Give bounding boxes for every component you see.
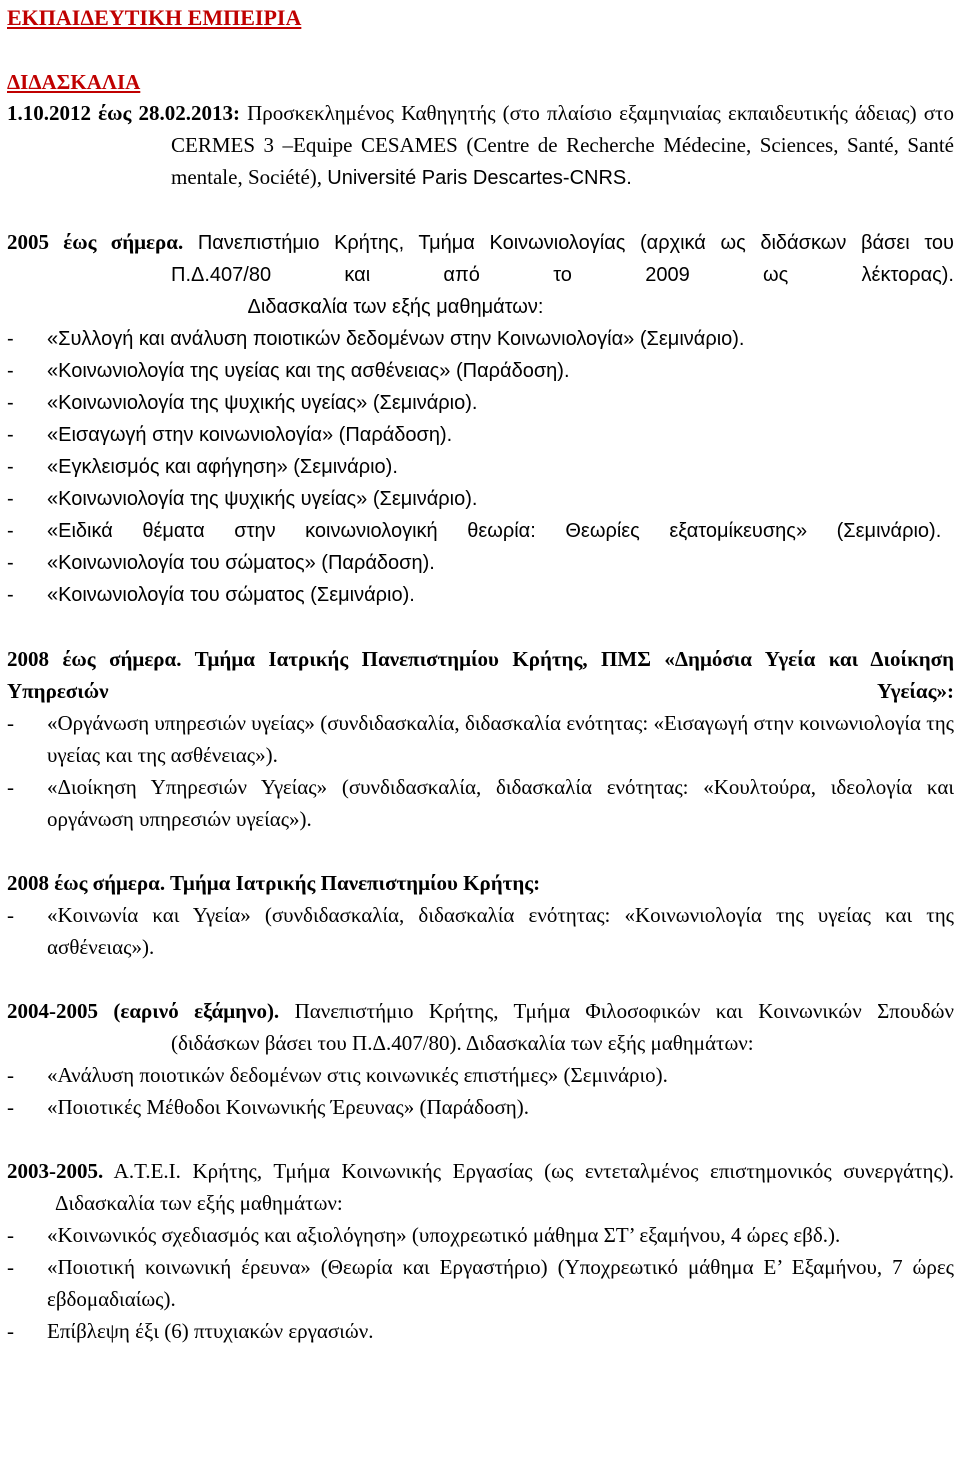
entry-date: 2004-2005 (εαρινό εξάμηνο).: [7, 999, 280, 1023]
list-item: - «Κοινωνιολογία της ψυχικής υγείας» (Σεμινάριο).: [7, 392, 478, 414]
entry-tei: [7, 1155, 954, 1219]
entry-text: Πανεπιστήμιο Κρήτης, Τμήμα Κοινωνιολογίας (αρχικά ως διδάσκων βάσει του Π.Δ.407/80 και από το 2009 ως λέκτορας).: [171, 232, 954, 286]
list-item: - «Κοινωνιολογία της ψυχικής υγείας» (Σεμινάριο).: [7, 488, 478, 510]
entry-text-affiliation: Université Paris Descartes-CNRS.: [327, 167, 632, 189]
course-list: [7, 707, 954, 835]
list-item: - «Ανάλυση ποιοτικών δεδομένων στις κοινωνικές επιστήμες» (Σεμινάριο).: [7, 1063, 668, 1087]
list-item: - «Συλλογή και ανάλυση ποιοτικών δεδομένων στην Κοινωνιολογία» (Σεμινάριο).: [7, 328, 745, 350]
course-list: [7, 1059, 954, 1123]
list-item: - «Ποιοτικές Μέθοδοι Κοινωνικής Έρευνας» (Παράδοση).: [7, 1095, 530, 1119]
course-list: [7, 1219, 954, 1347]
entry-heading: Τμήμα Ιατρικής Πανεπιστημίου Κρήτης, ΠΜΣ «Δημόσια Υγεία και Διοίκηση Υπηρεσιών Υγείας»:: [7, 647, 955, 703]
list-item: - «Κοινωνία και Υγεία» (συνδιδασκαλία, διδασκαλία ενότητας: «Κοινωνιολογία της υγείας και της ασθένειας»).: [7, 903, 954, 959]
list-item: - «Ποιοτική κοινωνική έρευνα» (Θεωρία και Εργαστήριο) (Υποχρεωτικό μάθημα Ε’ Εξαμήνου, 7 ώρες εβδομαδιαίως).: [7, 1255, 954, 1311]
list-item: - «Διοίκηση Υπηρεσιών Υγείας» (συνδιδασκαλία, διδασκαλία ενότητας: «Κουλτούρα, ιδεολογία και οργάνωση υπηρεσιών υγείας»).: [7, 775, 954, 831]
entry-medicine-pms: [7, 643, 954, 707]
list-item: - «Ειδικά θέματα στην κοινωνιολογική θεωρία: Θεωρίες εξατομίκευσης» (Σεμινάριο).: [7, 520, 942, 542]
courses-intro: Διδασκαλία των εξής μαθημάτων:: [247, 296, 544, 318]
entry-heading: Τμήμα Ιατρικής Πανεπιστημίου Κρήτης:: [170, 871, 541, 895]
entry-date: 1.10.2012 έως 28.02.2013:: [7, 101, 240, 125]
list-item: - «Εγκλεισμός και αφήγηση» (Σεμινάριο).: [7, 456, 398, 478]
section-title: ΕΚΠΑΙΔΕΥΤΙΚΗ ΕΜΠΕΙΡΙΑ: [7, 5, 302, 30]
list-item: - «Κοινωνιολογία του σώματος (Σεμινάριο).: [7, 584, 415, 606]
entry-date: 2003-2005.: [7, 1159, 104, 1183]
entry-sociology-dept: [7, 226, 954, 291]
entry-text: Α.Τ.Ε.Ι. Κρήτης, Τμήμα Κοινωνικής Εργασίας (ως εντεταλμένος επιστημονικός συνεργάτης). Διδασκαλία των εξής μαθημάτων:: [55, 1159, 954, 1215]
list-item: - Επίβλεψη έξι (6) πτυχιακών εργασιών.: [7, 1319, 374, 1343]
list-item: - «Κοινωνιολογία της υγείας και της ασθένειας» (Παράδοση).: [7, 360, 570, 382]
entry-date: 2008 έως σήμερα.: [7, 647, 182, 671]
list-item: - «Κοινωνικός σχεδιασμός και αξιολόγηση» (υποχρεωτικό μάθημα ΣΤ’ εξαμήνου, 4 ώρες εβδ.).: [7, 1223, 841, 1247]
entry-date: 2005 έως σήμερα.: [7, 230, 184, 254]
subsection-title: ΔΙΔΑΣΚΑΛΙΑ: [7, 70, 141, 94]
entry-date: 2008 έως σήμερα.: [7, 871, 166, 895]
entry-text: Προσκεκλημένος Καθηγητής (στο πλαίσιο εξαμηνιαίας εκπαιδευτικής άδειας) στο CERMES 3 –Equipe CESAMES (Centre de Recherche Médecine, Sciences, Santé, Santé mentale, Société),: [171, 101, 954, 189]
list-item: - «Κοινωνιολογία του σώματος» (Παράδοση).: [7, 552, 435, 574]
course-list: [7, 323, 954, 611]
course-list: [7, 899, 954, 963]
entry-philosophy-dept: [7, 995, 954, 1059]
entry-medicine: [7, 867, 954, 899]
list-item: - «Οργάνωση υπηρεσιών υγείας» (συνδιδασκαλία, διδασκαλία ενότητας: «Εισαγωγή στην κοινωνιολογία της υγείας και της ασθένειας»).: [7, 711, 954, 767]
list-item: - «Εισαγωγή στην κοινωνιολογία» (Παράδοση).: [7, 424, 453, 446]
entry-cermes: [7, 97, 954, 194]
entry-text: Πανεπιστήμιο Κρήτης, Τμήμα Φιλοσοφικών και Κοινωνικών Σπουδών (διδάσκων βάσει του Π.Δ.407/80). Διδασκαλία των εξής μαθημάτων:: [171, 999, 955, 1055]
